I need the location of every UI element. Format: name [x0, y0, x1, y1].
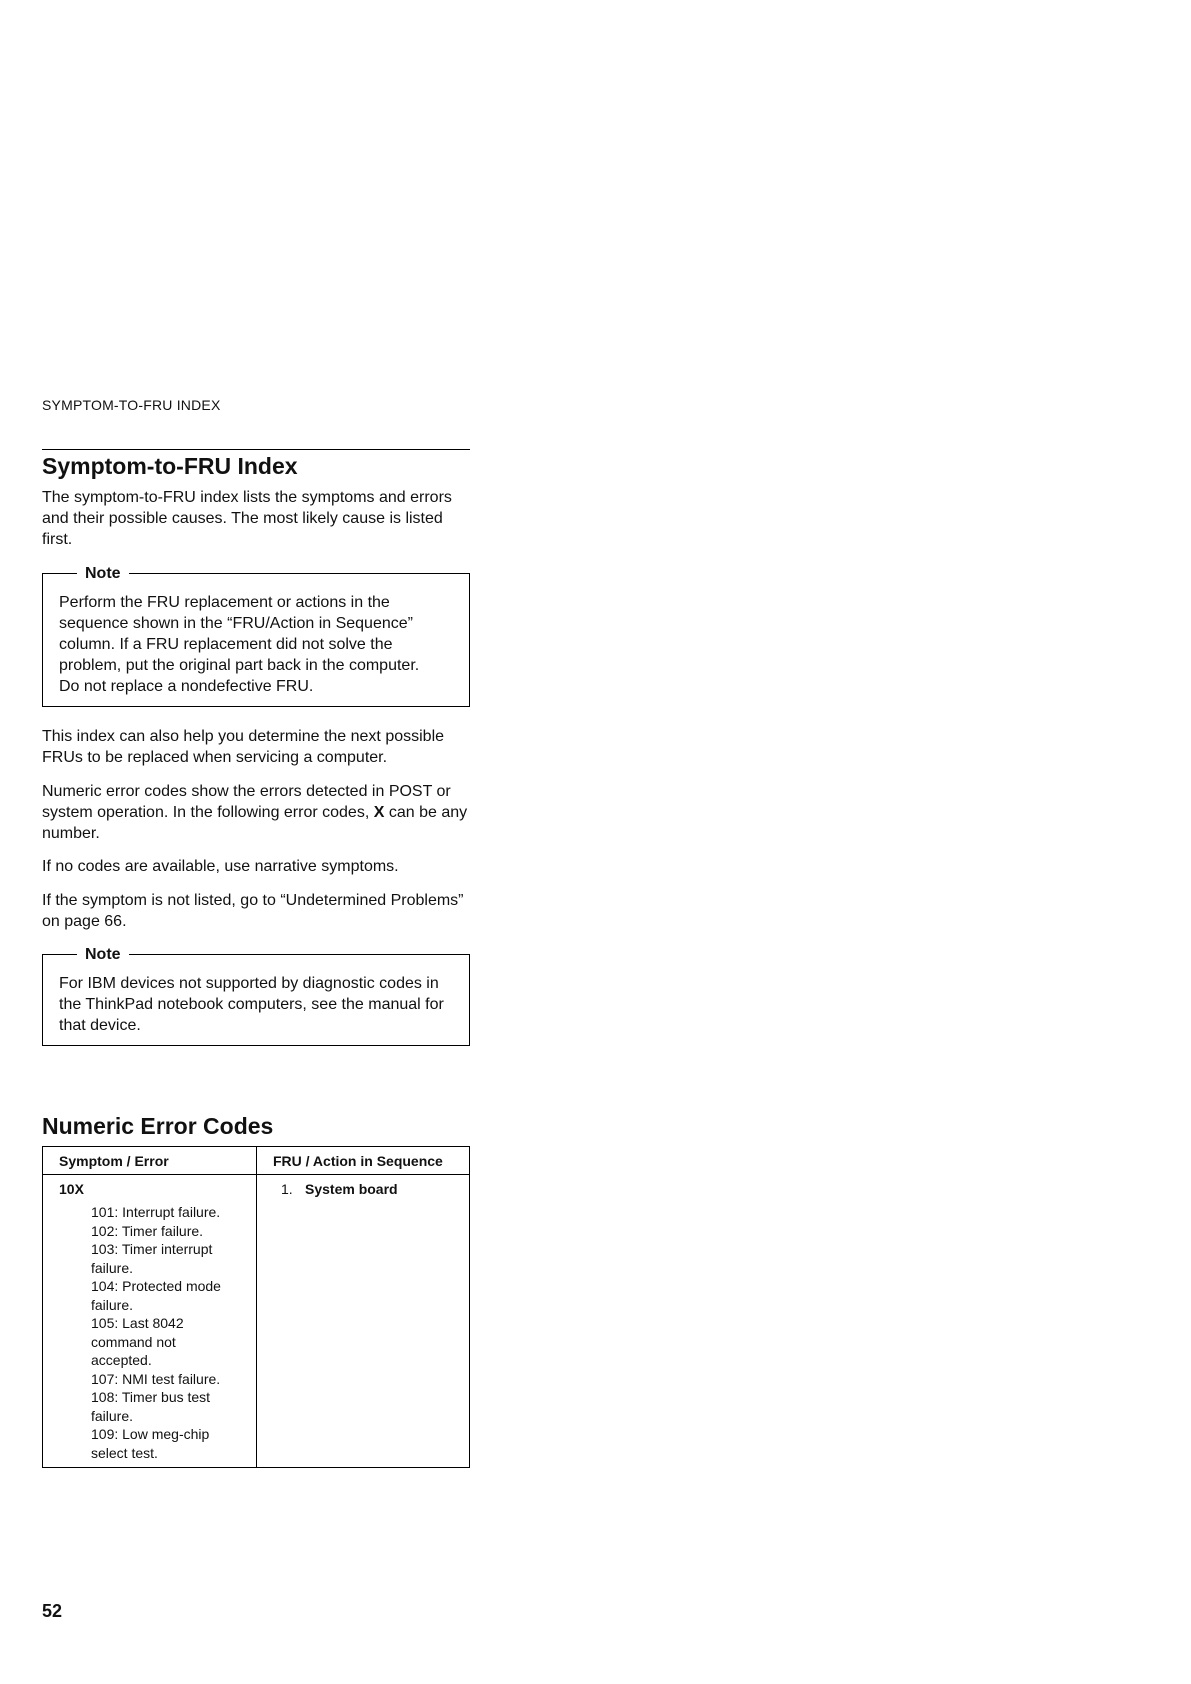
note-line: For IBM devices not supported by diagnostic codes in: [59, 975, 439, 992]
running-head: SYMPTOM-TO-FRU INDEX: [42, 397, 221, 413]
no-codes-block: [42, 856, 470, 877]
title-rule: [42, 449, 470, 450]
note-line: the ThinkPad notebook computers, see the manual for: [59, 996, 444, 1013]
note-label: Note: [77, 564, 129, 584]
error-item: select test.: [91, 1444, 158, 1461]
note-line: column. If a FRU replacement did not solve the: [59, 636, 393, 653]
table-header-divider: [43, 1174, 469, 1175]
undetermined-block: [42, 890, 470, 932]
table-column-divider: [256, 1147, 257, 1467]
index-help-block: [42, 726, 470, 768]
note-line: Do not replace a nondefective FRU.: [59, 678, 314, 695]
error-item: accepted.: [91, 1352, 152, 1368]
numeric-codes-text-end: can be any number.: [42, 804, 468, 842]
intro-paragraph: The symptom-to-FRU index lists the symptoms and errors and their possible causes. The most likely cause is listed first.: [42, 489, 452, 548]
error-item: failure.: [91, 1407, 134, 1424]
error-item: 105: Last 8042: [91, 1315, 184, 1331]
action-fru: System board: [305, 1181, 398, 1197]
error-code: 10X: [59, 1181, 84, 1197]
numeric-codes-text: Numeric error codes show the errors detected in POST or system operation. In the following error codes,: [42, 783, 451, 821]
fru-action: [281, 1181, 398, 1197]
error-item: 107: NMI test failure.: [91, 1370, 221, 1387]
error-code-table: [42, 1146, 470, 1468]
note-box-ibm-devices: [42, 946, 470, 1046]
variable-x: X: [373, 804, 385, 821]
note-label: Note: [77, 945, 129, 965]
error-item: 109: Low meg-chip: [91, 1426, 210, 1442]
error-item: 104: Protected mode: [91, 1278, 221, 1294]
note-box-fru-replacement: [42, 565, 470, 707]
note-line: Perform the FRU replacement or actions in the: [59, 594, 390, 611]
error-item: failure.: [91, 1296, 134, 1313]
error-list: [91, 1203, 251, 1462]
numeric-codes-block: [42, 781, 470, 844]
intro-block: [42, 487, 470, 550]
note-line: that device.: [59, 1017, 141, 1034]
note-text: [43, 955, 469, 1036]
note-line: problem, put the original part back in the computer.: [59, 657, 420, 674]
note-line: sequence shown in the “FRU/Action in Sequence”: [59, 615, 413, 632]
page-title: Symptom-to-FRU Index: [42, 453, 298, 479]
table-header-fru-action: FRU / Action in Sequence: [273, 1153, 443, 1169]
error-item: 101: Interrupt failure.: [91, 1204, 221, 1220]
note-text: [43, 574, 469, 697]
section-title: Numeric Error Codes: [42, 1113, 274, 1139]
table-header-symptom: Symptom / Error: [59, 1153, 169, 1169]
undetermined-paragraph: If the symptom is not listed, go to “Undetermined Problems” on page 66.: [42, 892, 464, 930]
error-item: 108: Timer bus test: [91, 1389, 211, 1405]
error-item: 103: Timer interrupt: [91, 1241, 213, 1257]
error-item: 102: Timer failure.: [91, 1222, 204, 1239]
error-item: command not: [91, 1333, 176, 1350]
error-item: failure.: [91, 1259, 134, 1276]
numeric-codes-paragraph: [42, 781, 470, 844]
action-number: 1.: [281, 1181, 293, 1197]
page-number: 52: [42, 1601, 63, 1621]
no-codes-paragraph: If no codes are available, use narrative symptoms.: [42, 858, 399, 875]
index-help-paragraph: This index can also help you determine the next possible FRUs to be replaced when servicing a computer.: [42, 728, 445, 766]
